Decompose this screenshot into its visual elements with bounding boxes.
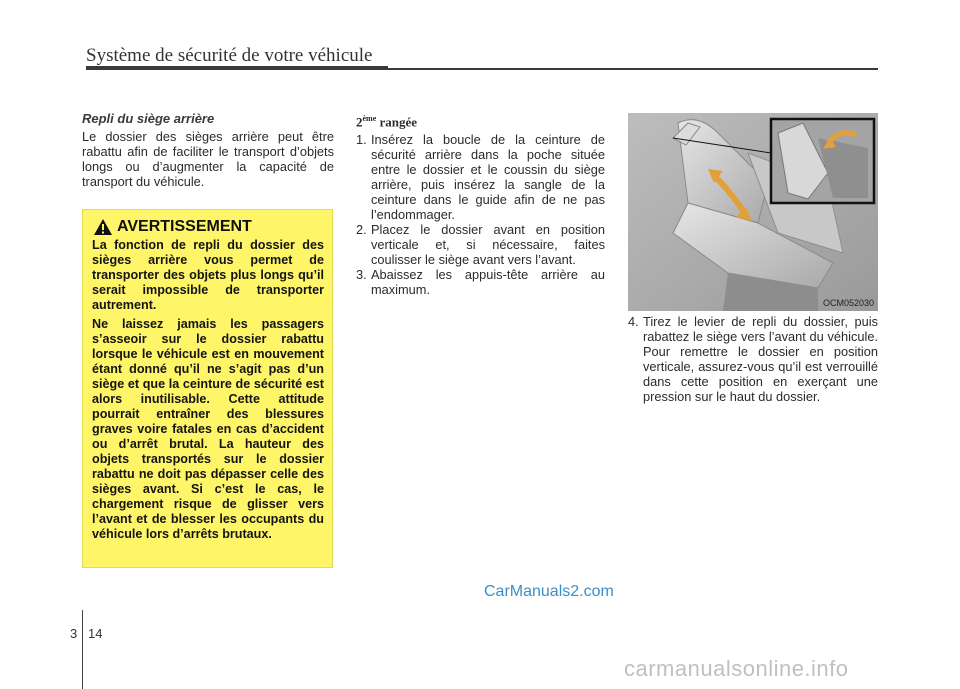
warning-box — [82, 209, 333, 568]
warning-title-text: AVERTISSEMENT — [117, 218, 252, 235]
step-text: Tirez le levier de repli du dossier, puis rabattez le siège vers l’avant du véhicule. Pour remettre le dossier en position verticale, assurez-vous qu’il est verrouillé dans cette position en exerçant une pression sur le haut du dossier. — [643, 314, 878, 404]
instruction-step — [356, 222, 605, 267]
step-number: 3. — [356, 267, 367, 283]
step-number: 1. — [356, 132, 367, 148]
intro-paragraph: Le dossier des sièges arrière peut être rabattu afin de faciliter le transport d’objets longs ou d’augmenter la capacité de transport du véhicule. — [82, 129, 334, 189]
page-header-title: Système de sécurité de votre véhicule — [86, 45, 373, 66]
row-superscript: ème — [362, 114, 377, 123]
chapter-number: 3 — [70, 626, 78, 641]
warning-paragraph: Ne laissez jamais les passagers s’asseoir sur le dossier rabattu lorsque le véhicule est en mouvement étant donné qu’il ne s’agit pas d’un siège et que la ceinture de sécurité est alors inutilisable. Cette attitude pourrait entraîner des blessures graves voire fatales en cas d’accident ou d’arrêt brutal. La hauteur des objets transportés sur le dossier rabattu ne doit pas dépasser celle des sièges avant. Si c’est le cas, le chargement risque de glisser vers l’avant et de blesser les occupants du véhicule lors d’arrêts brutaux. — [92, 317, 324, 541]
page-number: 14 — [88, 626, 103, 641]
row-heading — [356, 111, 605, 129]
watermark-link[interactable]: CarManuals2.com — [484, 583, 614, 600]
step-number: 4. — [628, 314, 639, 329]
instruction-step — [356, 132, 605, 222]
seat-illustration — [628, 113, 878, 311]
header-rule-thick — [86, 66, 388, 70]
column-left — [82, 111, 334, 189]
seat-fold-photo — [628, 113, 878, 311]
row-number: 2 — [356, 114, 363, 130]
step-text: Abaissez les appuis-tête arrière au maximum. — [371, 267, 605, 298]
section-subhead: Repli du siège arrière — [82, 111, 215, 126]
instruction-step — [628, 314, 878, 404]
warning-title — [92, 218, 324, 236]
column-middle — [356, 111, 605, 297]
header-rule-thin — [388, 68, 878, 70]
step-number: 2. — [356, 222, 367, 238]
figure-caption: OCM052030 — [822, 298, 874, 308]
warning-paragraph: La fonction de repli du dossier des sièges arrière vous permet de transporter des objets plus longs qu’il serait impossible de transporter autrement. — [92, 238, 324, 312]
row-label: rangée — [379, 114, 418, 130]
footer-site-watermark[interactable]: carmanualsonline.info — [624, 656, 849, 681]
step-text: Placez le dossier avant en position verticale et, si nécessaire, faites coulisser le siège avant vers l’avant. — [371, 222, 605, 268]
page-divider — [82, 610, 83, 689]
warning-triangle-icon — [93, 218, 113, 236]
column-right — [628, 314, 878, 404]
instruction-step — [356, 267, 605, 297]
step-text: Insérez la boucle de la ceinture de sécurité arrière dans la poche située entre le dossier et le coussin du siège arrière, puis insérez la sangle de la ceinture dans le guide afin de ne pas l’endommager. — [371, 132, 605, 223]
